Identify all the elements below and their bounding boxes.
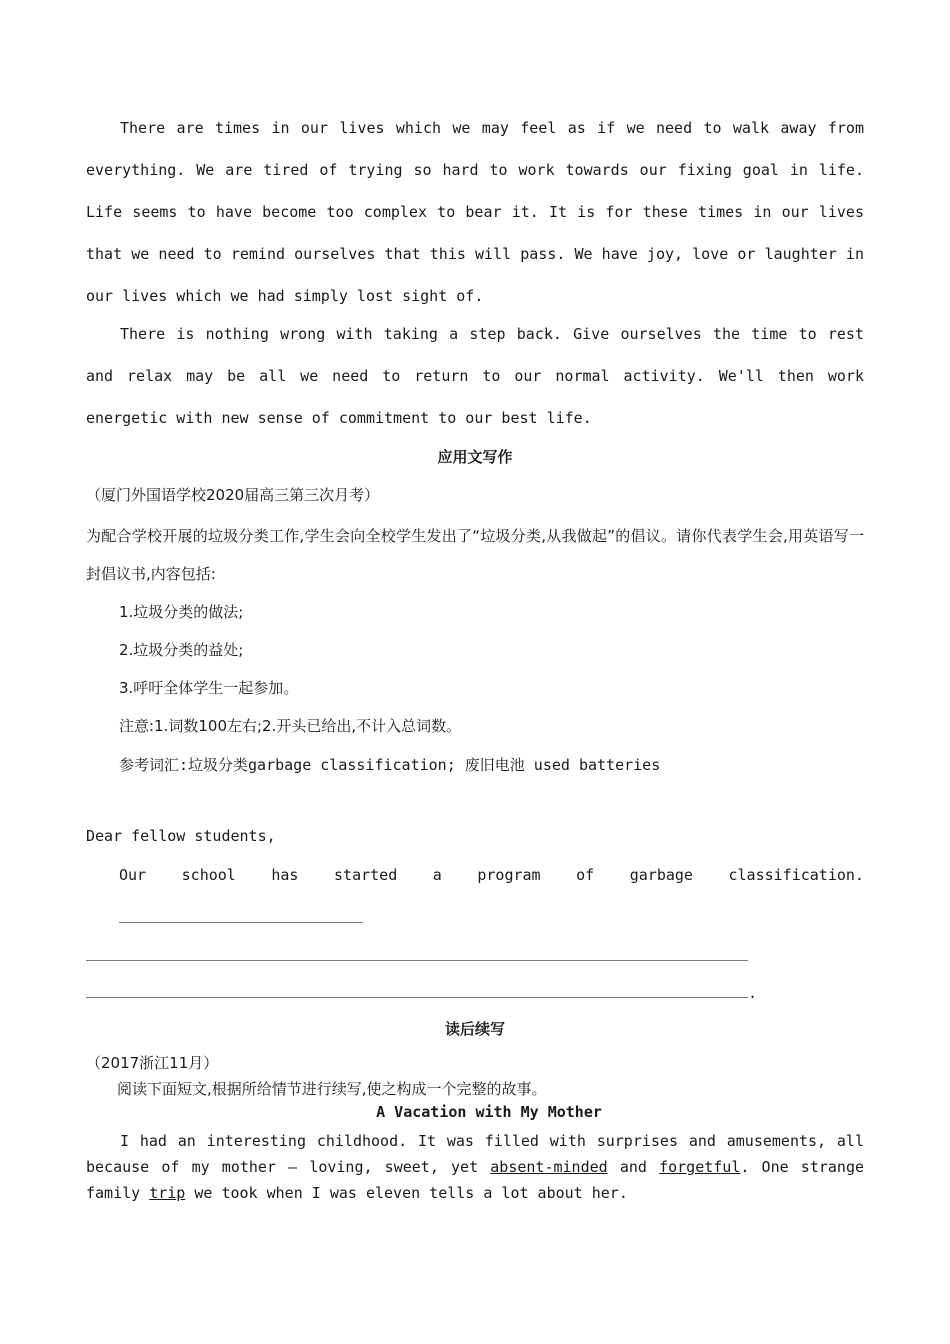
story-paragraph (86, 1128, 864, 1206)
answer-end-period: . (748, 984, 758, 1002)
opening-word: Our (119, 866, 147, 884)
opening-word: program (477, 866, 541, 884)
passage-paragraph-2: There is nothing wrong with taking a step back. Give ourselves the time to rest and relax may be all we need to return to our normal activity. We'll then work energetic with new sense of commitment to our best life. (86, 325, 864, 427)
story-text: I had an interesting childhood. It was filled with surprises and amusements, all because of my mother — loving, sweet, yet (86, 1132, 864, 1176)
answer-blank-line-1[interactable] (119, 922, 363, 923)
letter-salutation: Dear fellow students, (86, 827, 276, 845)
opening-word: classification. (728, 866, 864, 884)
story-text: we took when I was eleven tells a lot about her. (185, 1184, 628, 1202)
opening-word: started (334, 866, 398, 884)
answer-blank-line-3[interactable] (86, 997, 748, 998)
writing-point-1: 1.垃圾分类的做法; (119, 603, 244, 621)
section-heading-continuation: 读后续写 (444, 1020, 505, 1038)
story-title: A Vacation with My Mother (376, 1103, 602, 1121)
answer-blank-line-2[interactable] (86, 960, 748, 961)
continuation-source: （2017浙江11月） (86, 1054, 219, 1072)
underlined-word: trip (149, 1184, 186, 1202)
section-heading-writing: 应用文写作 (437, 448, 513, 466)
opening-word: has (271, 866, 299, 884)
underlined-word: forgetful (659, 1158, 741, 1176)
story-text: . One strange family (86, 1158, 865, 1202)
opening-word: school (181, 866, 236, 884)
continuation-instruction: 阅读下面短文,根据所给情节进行续写,使之构成一个完整的故事。 (117, 1080, 547, 1098)
opening-word: a (432, 866, 442, 884)
letter-opening-sentence (119, 866, 864, 884)
writing-source: （厦门外国语学校2020届高三第三次月考） (86, 486, 380, 504)
passage-paragraph-1: There are times in our lives which we may feel as if we need to walk away from everything. We are tired of trying so hard to work towards our fixing goal in life. Life seems to have become too complex to bear it. It is for these times in our lives that we need to remind ourselves that this will pass. We have joy, love or laughter in our lives which we had simply lost sight of. (86, 119, 864, 305)
writing-note: 注意:1.词数100左右;2.开头已给出,不计入总词数。 (119, 717, 462, 735)
writing-point-2: 2.垃圾分类的益处; (119, 641, 244, 659)
writing-point-3: 3.呼吁全体学生一起参加。 (119, 679, 299, 697)
opening-word: garbage (629, 866, 693, 884)
opening-word: of (576, 866, 595, 884)
writing-task: 为配合学校开展的垃圾分类工作,学生会向全校学生发出了“垃圾分类,从我做起”的倡议。请你代表学生会,用英语写一封倡议书,内容包括: (86, 527, 864, 583)
story-text: and (607, 1158, 660, 1176)
underlined-word: absent-minded (490, 1158, 608, 1176)
writing-vocab: 参考词汇:垃圾分类garbage classification; 废旧电池 used batteries (119, 756, 661, 774)
